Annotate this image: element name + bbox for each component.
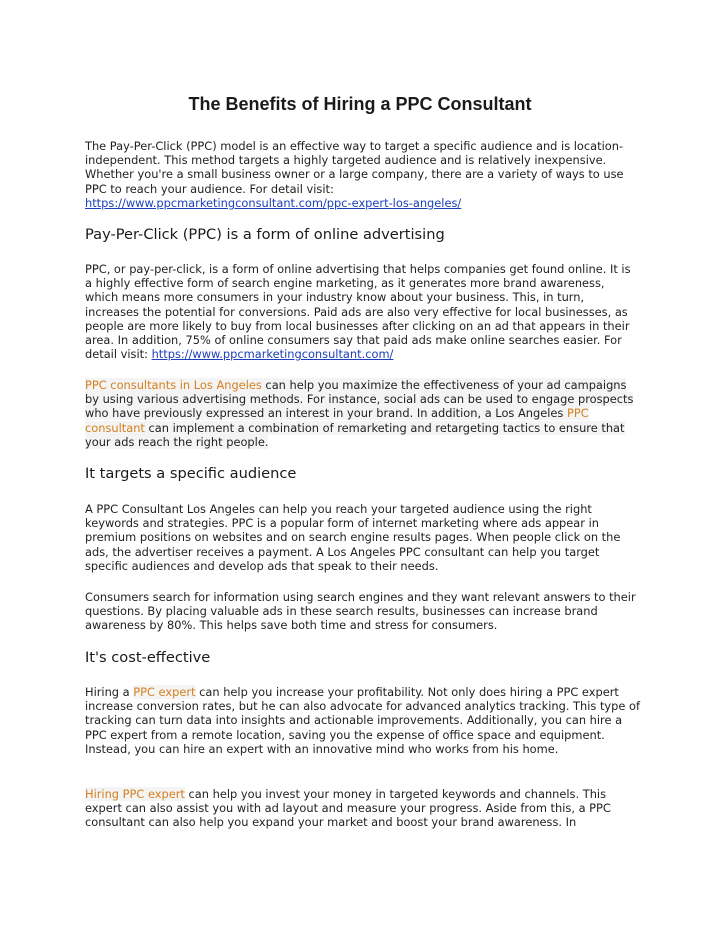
intro-paragraph [85, 139, 640, 210]
section1-heading: Pay-Per-Click (PPC) is a form of online advertising [85, 226, 445, 243]
section2-paragraph-1: A PPC Consultant Los Angeles can help you reach your targeted audience using the right keywords and strategies. PPC is a popular form of internet marketing where ads appear in premium positions on websites and on search engine results pages. When people click on the ads, the advertiser receives a payment. A Los Angeles PPC consultant can help you target specific audiences and develop ads that speak to their needs. [85, 502, 621, 573]
section2-paragraph-2: Consumers search for information using search engines and they want relevant answers to their questions. By placing valuable ads in these search results, businesses can increase brand awareness by 80%. This helps save both time and stress for consumers. [85, 590, 636, 633]
section3-p2-text: can help you invest your money in targeted keywords and channels. This expert can also assist you with ad layout and measure your progress. Aside from this, a PPC consultant can also help you expand your market and boost your brand awareness. In [85, 787, 611, 830]
section1-link[interactable]: https://www.ppcmarketingconsultant.com/ [151, 347, 394, 362]
section3-paragraph-2 [85, 787, 640, 830]
section1-p2-text1: can help you maximize the effectiveness of your ad campaigns by using various advertising methods. For instance, social ads can be used to engage prospects who have previously expressed an interest in your brand. In addition, a Los Angeles [85, 378, 634, 421]
section1-paragraph-1 [85, 262, 640, 361]
section3-p1-text: can help you increase your profitability. Not only does hiring a PPC expert increase conversion rates, but he can also advocate for advanced analytics tracking. This type of tracking can turn data into insights and actionable improvements. Additionally, you can hire a PPC expert from a remote location, saving you the expense of office space and equipment. Instead, you can hire an expert with an innovative mind who works from his home. [85, 685, 641, 756]
intro-link[interactable]: https://www.ppcmarketingconsultant.com/ppc-expert-los-angeles/ [85, 195, 462, 210]
section2-heading: It targets a specific audience [85, 465, 297, 482]
ppc-expert-link[interactable]: PPC expert [133, 685, 196, 699]
ppc-consultant-link[interactable]: PPC consultant [85, 406, 589, 435]
section1-p2-text2: can implement a combination of remarketing and retargeting tactics to ensure that your ads reach the right people. [85, 420, 625, 449]
section3-heading: It's cost-effective [85, 649, 211, 666]
section3-p1-pre: Hiring a [85, 685, 134, 699]
section3-paragraph-1 [85, 685, 640, 756]
hiring-ppc-expert-link[interactable]: Hiring PPC expert [85, 787, 185, 801]
ppc-consultants-la-link[interactable]: PPC consultants in Los Angeles [85, 378, 262, 392]
intro-text: The Pay-Per-Click (PPC) model is an effective way to target a specific audience and is location-independent. This method targets a highly targeted audience and is relatively inexpensive. Whether you're a small business owner or a large company, there are a variety of ways to use PPC to reach your audience. For detail visit: [85, 139, 624, 196]
section1-paragraph-2 [85, 378, 640, 449]
section1-p1-text: PPC, or pay-per-click, is a form of online advertising that helps companies get found online. It is a highly effective form of search engine marketing, as it generates more brand awareness, which means more consumers in your industry know about your business. This, in turn, increases the potential for conversions. Paid ads are also very effective for local businesses, as people are more likely to buy from local businesses after clicking on an ad that appears in their area. In addition, 75% of online consumers say that paid ads make online searches easier. For detail visit: [85, 262, 631, 362]
page-title: The Benefits of Hiring a PPC Consultant [188, 94, 532, 114]
